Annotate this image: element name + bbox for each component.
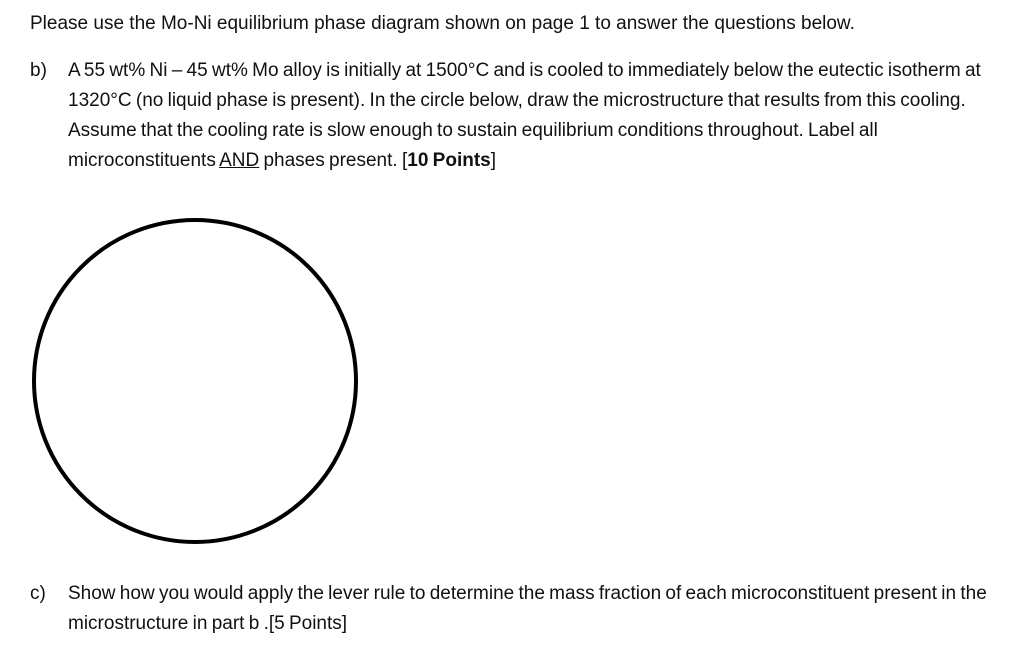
question-b-points: 10 Points [407,150,491,171]
question-c-label: c) [30,583,46,604]
microstructure-drawing-circle[interactable] [32,218,358,544]
question-b-text-part-2: phases present. [ [259,150,408,171]
question-b-close-bracket: ] [490,150,497,171]
instructions-text: Please use the Mo-Ni equilibrium phase diagram shown on page 1 to answer the questions below. [30,13,855,34]
question-b [30,56,1020,176]
question-b-text [68,56,1020,176]
and-emphasis: AND [219,150,260,171]
question-b-label: b) [30,60,47,81]
question-b-text-part-1: A 55 wt% Ni – 45 wt% Mo alloy is initially at 1500°C and is cooled to immediately below the eutectic isotherm at 1320°C (no liquid phase is present). In the circle below, draw the microstructure that results from this cooling. Assume that the cooling rate is slow enough to sustain equilibrium conditions throughout. Label all microconstituents [68,60,981,171]
question-c [30,579,1020,639]
question-c-text: Show how you would apply the lever rule to determine the mass fraction of each microconstituent present in the microstructure in part b .[5 Points] [68,583,987,634]
